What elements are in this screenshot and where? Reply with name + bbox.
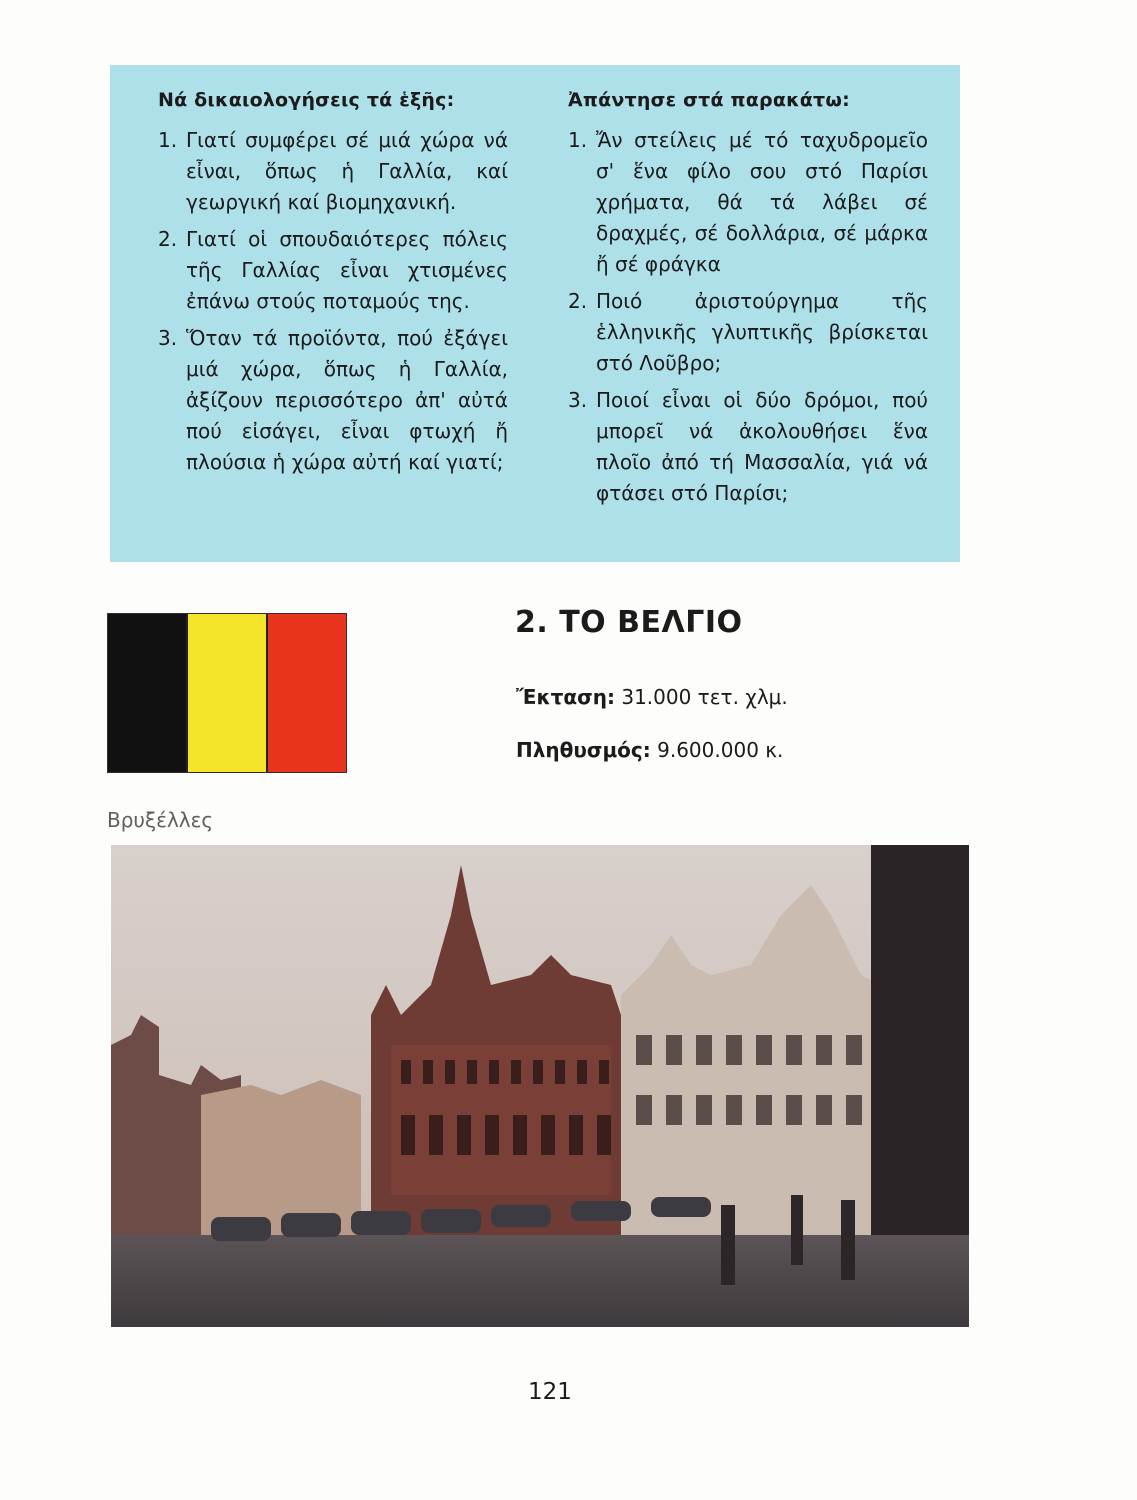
photo-caption: Βρυξέλλες (107, 808, 214, 832)
question-text: Ὅταν τά προϊόντα, πού ἐξάγει μιά χώρα, ὅπως ἡ Γαλλία, ἀξίζουν περισσότερο ἀπ' αὐτά πού εἰσάγει, εἶναι φτωχή ἤ πλούσια ἡ χώρα αὐτή καί γιατί; (186, 326, 508, 474)
question-number: 3. (158, 326, 178, 350)
answer-question-list (568, 125, 928, 509)
justify-heading: Νά δικαιολογήσεις τά ἑξῆς: (158, 89, 455, 111)
question-text: Γιατί οἱ σπουδαιότερες πόλεις τῆς Γαλλίας εἶναι χτισμένες ἐπάνω στούς ποταμούς της. (186, 227, 508, 313)
population-value: 9.600.000 κ. (657, 738, 784, 762)
list-item (158, 125, 508, 218)
answer-questions-column (568, 89, 928, 515)
question-text: Ποιό ἀριστούργημα τῆς ἑλληνικῆς γλυπτικῆς βρίσκεται στό Λοῦβρο; (596, 289, 928, 375)
list-item (568, 286, 928, 379)
question-number: 2. (158, 227, 178, 251)
belgium-flag (107, 613, 347, 773)
question-number: 2. (568, 289, 588, 313)
brussels-grand-place-photo (111, 845, 969, 1327)
justify-questions-column (158, 89, 508, 484)
area-fact (516, 685, 788, 709)
population-label: Πληθυσμός: (516, 738, 651, 762)
answer-heading: Ἀπάντησε στά παρακάτω: (568, 89, 850, 111)
list-item (158, 224, 508, 317)
page-number: 121 (528, 1379, 572, 1405)
question-number: 1. (158, 128, 178, 152)
question-number: 3. (568, 388, 588, 412)
flag-stripe-black (108, 614, 186, 772)
photo-illustration (111, 845, 969, 1327)
population-fact (516, 738, 783, 762)
section-title: 2. ΤΟ ΒΕΛΓΙΟ (515, 605, 743, 640)
question-number: 1. (568, 128, 588, 152)
question-text: Ἄν στείλεις μέ τό ταχυδρομεῖο σ' ἕνα φίλο σου στό Παρίσι χρήματα, θά τά λάβει σέ δραχμές, σέ δολλάρια, σέ μάρκα ἤ σέ φράγκα (596, 128, 928, 276)
list-item (568, 385, 928, 509)
question-text: Γιατί συμφέρει σέ μιά χώρα νά εἶναι, ὅπως ἡ Γαλλία, καί γεωργική καί βιομηχανική. (186, 128, 508, 214)
flag-stripe-yellow (186, 614, 268, 772)
questions-box (110, 65, 960, 562)
list-item (568, 125, 928, 280)
flag-stripe-red (268, 614, 346, 772)
list-item (158, 323, 508, 478)
area-value: 31.000 τετ. χλμ. (621, 685, 788, 709)
area-label: Ἔκταση: (516, 685, 615, 709)
question-text: Ποιοί εἶναι οἱ δύο δρόμοι, πού μπορεῖ νά ἀκολουθήσει ἕνα πλοῖο ἀπό τή Μασσαλία, γιά νά φτάσει στό Παρίσι; (596, 388, 928, 505)
justify-question-list (158, 125, 508, 478)
